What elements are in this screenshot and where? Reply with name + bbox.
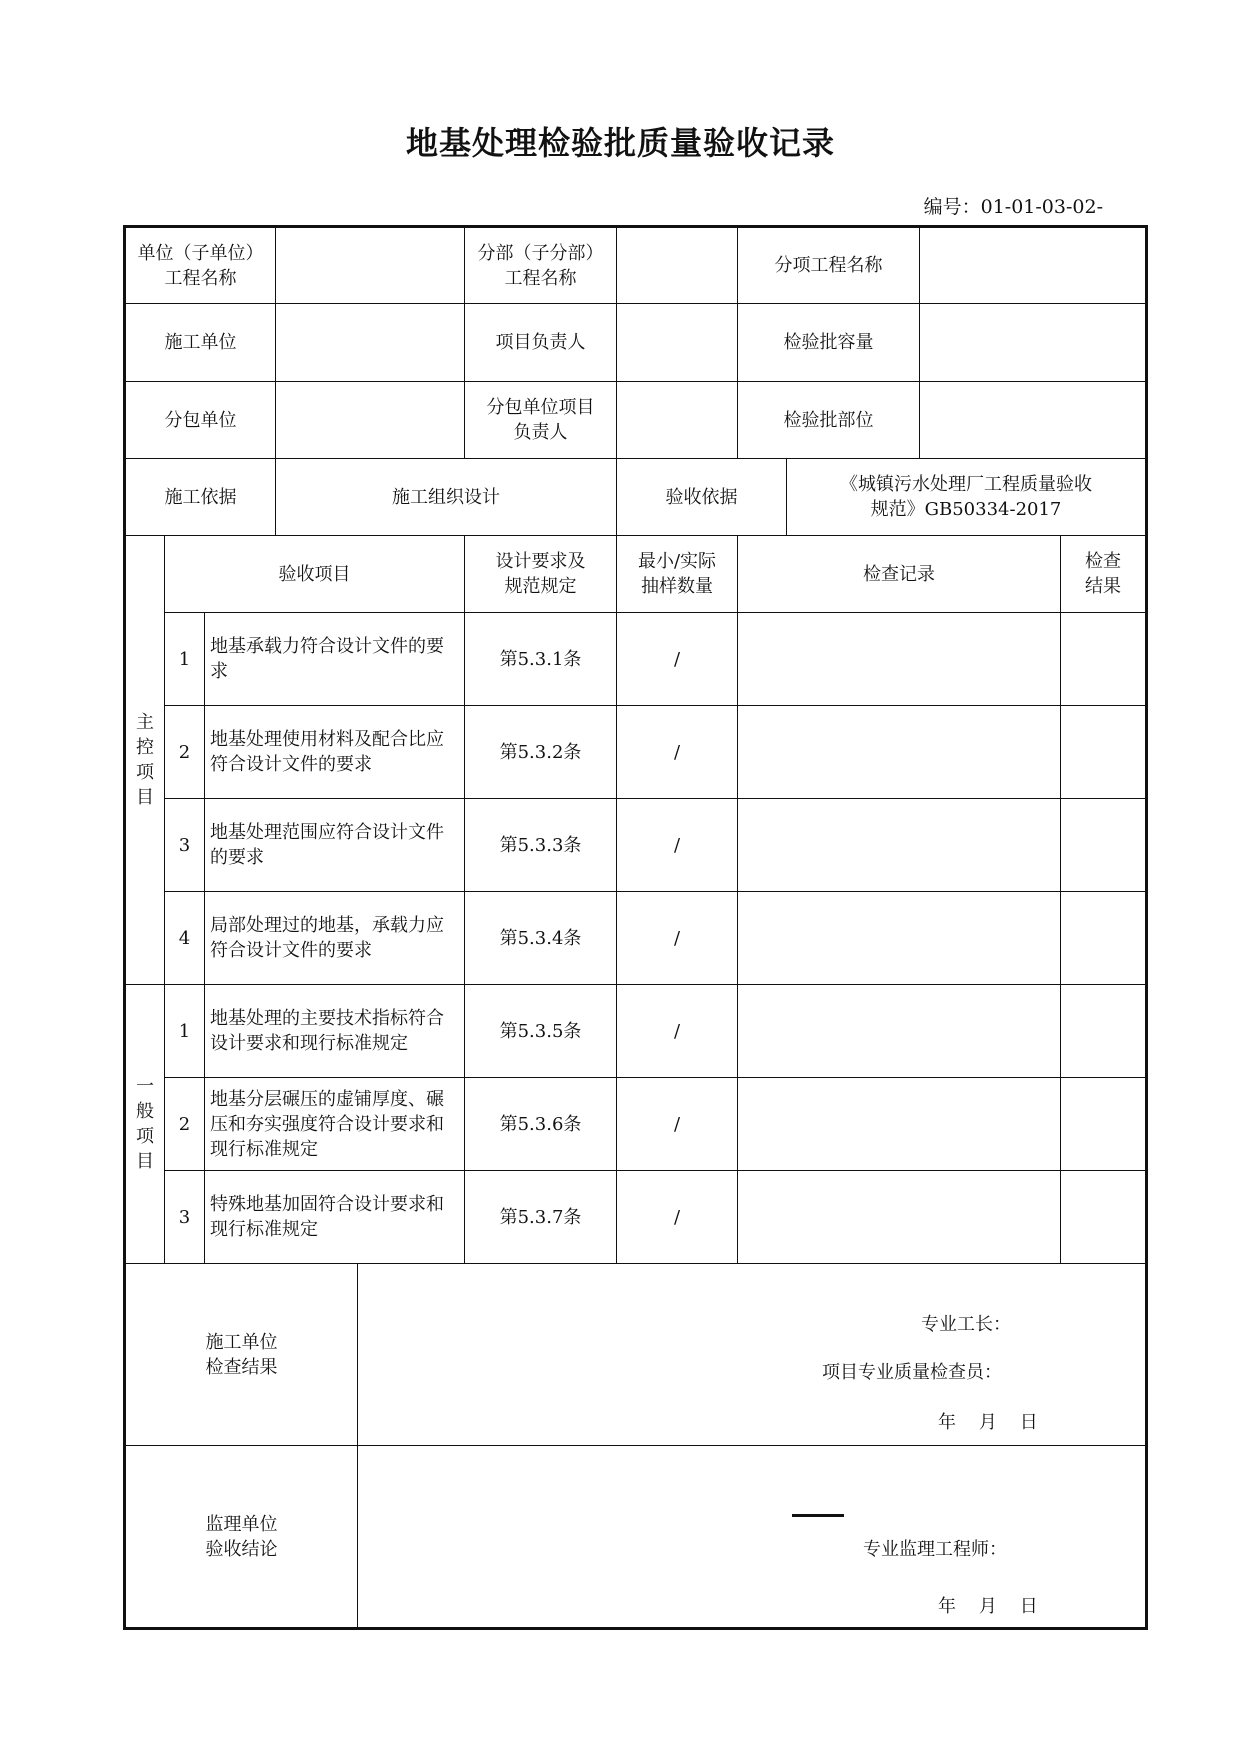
item-sample[interactable]: /: [617, 1171, 738, 1264]
sub-item-name-label: 分项工程名称: [738, 227, 920, 304]
supervisor-check-row: [125, 1446, 1147, 1629]
col-design-requirement: 设计要求及 规范规定: [465, 536, 617, 613]
item-sample[interactable]: /: [617, 613, 738, 706]
document-number: 编号：01-01-03-02-: [923, 196, 1103, 218]
item-record[interactable]: [738, 985, 1061, 1078]
division-name-label: 分部（子分部） 工程名称: [465, 227, 617, 304]
item-number: 2: [165, 1078, 205, 1171]
construction-basis-label: 施工依据: [125, 459, 276, 536]
col-sample-quantity: 最小/实际 抽样数量: [617, 536, 738, 613]
table-row: [125, 892, 1147, 985]
table-row: [125, 613, 1147, 706]
item-record[interactable]: [738, 706, 1061, 799]
acceptance-basis-label: 验收依据: [617, 459, 787, 536]
header-row-2: [125, 304, 1147, 382]
item-clause: 第5.3.2条: [465, 706, 617, 799]
item-description: 地基分层碾压的虚铺厚度、碾压和夯实强度符合设计要求和现行标准规定: [205, 1078, 465, 1171]
col-inspection-result: 检查 结果: [1061, 536, 1147, 613]
item-clause: 第5.3.5条: [465, 985, 617, 1078]
supervisor-check-area[interactable]: [358, 1446, 1147, 1629]
project-name-label: 单位（子单位） 工程名称: [125, 227, 276, 304]
item-result[interactable]: [1061, 892, 1147, 985]
header-row-1: [125, 227, 1147, 304]
item-record[interactable]: [738, 799, 1061, 892]
contractor-check-label: 施工单位 检查结果: [125, 1264, 358, 1446]
project-manager-value[interactable]: [617, 304, 738, 382]
table-row: [125, 1078, 1147, 1171]
acceptance-basis-value[interactable]: 《城镇污水处理厂工程质量验收 规范》GB50334-2017: [787, 459, 1147, 536]
general-group-label: 一 般 项 目: [125, 985, 165, 1264]
basis-row: [125, 459, 1147, 536]
table-row: [125, 706, 1147, 799]
item-result[interactable]: [1061, 1078, 1147, 1171]
construction-basis-value[interactable]: 施工组织设计: [276, 459, 617, 536]
item-clause: 第5.3.6条: [465, 1078, 617, 1171]
item-record[interactable]: [738, 1078, 1061, 1171]
item-clause: 第5.3.3条: [465, 799, 617, 892]
item-sample[interactable]: /: [617, 985, 738, 1078]
item-number: 2: [165, 706, 205, 799]
supervising-engineer-signature-label: 专业监理工程师：: [863, 1539, 1008, 1560]
item-result[interactable]: [1061, 985, 1147, 1078]
item-description: 地基处理的主要技术指标符合设计要求和现行标准规定: [205, 985, 465, 1078]
item-sample[interactable]: /: [617, 799, 738, 892]
contractor-check-row: [125, 1264, 1147, 1446]
item-clause: 第5.3.1条: [465, 613, 617, 706]
table-row: [125, 1171, 1147, 1264]
sub-item-name-value[interactable]: [920, 227, 1147, 304]
item-description: 地基处理范围应符合设计文件的要求: [205, 799, 465, 892]
item-number: 3: [165, 799, 205, 892]
supervisor-date-label: 年 月 日: [938, 1596, 1038, 1617]
signature-stroke: [792, 1514, 844, 1517]
item-description: 特殊地基加固符合设计要求和现行标准规定: [205, 1171, 465, 1264]
col-inspection-record: 检查记录: [738, 536, 1061, 613]
batch-capacity-value[interactable]: [920, 304, 1147, 382]
item-sample[interactable]: /: [617, 892, 738, 985]
table-row: [125, 799, 1147, 892]
item-record[interactable]: [738, 613, 1061, 706]
foreman-signature-label: 专业工长：: [921, 1314, 1012, 1335]
column-header-row: [125, 536, 1147, 613]
item-number: 1: [165, 613, 205, 706]
item-result[interactable]: [1061, 799, 1147, 892]
item-clause: 第5.3.4条: [465, 892, 617, 985]
header-row-3: [125, 382, 1147, 459]
item-record[interactable]: [738, 892, 1061, 985]
project-name-value[interactable]: [276, 227, 465, 304]
subcontractor-label: 分包单位: [125, 382, 276, 459]
project-manager-label: 项目负责人: [465, 304, 617, 382]
supervisor-check-label: 监理单位 验收结论: [125, 1446, 358, 1629]
main-control-group-label: 主 控 项 目: [125, 536, 165, 985]
item-result[interactable]: [1061, 706, 1147, 799]
batch-location-label: 检验批部位: [738, 382, 920, 459]
subcontractor-manager-label: 分包单位项目 负责人: [465, 382, 617, 459]
item-result[interactable]: [1061, 613, 1147, 706]
item-result[interactable]: [1061, 1171, 1147, 1264]
col-inspection-item: 验收项目: [165, 536, 465, 613]
subcontractor-manager-value[interactable]: [617, 382, 738, 459]
contractor-date-label: 年 月 日: [938, 1412, 1038, 1433]
division-name-value[interactable]: [617, 227, 738, 304]
item-description: 地基处理使用材料及配合比应符合设计文件的要求: [205, 706, 465, 799]
item-clause: 第5.3.7条: [465, 1171, 617, 1264]
item-record[interactable]: [738, 1171, 1061, 1264]
contractor-value[interactable]: [276, 304, 465, 382]
item-number: 1: [165, 985, 205, 1078]
table-row: [125, 985, 1147, 1078]
inspection-form-table: [123, 225, 1148, 1630]
item-sample[interactable]: /: [617, 1078, 738, 1171]
item-sample[interactable]: /: [617, 706, 738, 799]
item-number: 3: [165, 1171, 205, 1264]
contractor-label: 施工单位: [125, 304, 276, 382]
item-description: 局部处理过的地基，承载力应符合设计文件的要求: [205, 892, 465, 985]
page-title: 地基处理检验批质量验收记录: [405, 124, 835, 162]
quality-inspector-signature-label: 项目专业质量检查员：: [822, 1362, 1003, 1383]
item-number: 4: [165, 892, 205, 985]
contractor-check-area[interactable]: [358, 1264, 1147, 1446]
batch-capacity-label: 检验批容量: [738, 304, 920, 382]
item-description: 地基承载力符合设计文件的要求: [205, 613, 465, 706]
batch-location-value[interactable]: [920, 382, 1147, 459]
subcontractor-value[interactable]: [276, 382, 465, 459]
